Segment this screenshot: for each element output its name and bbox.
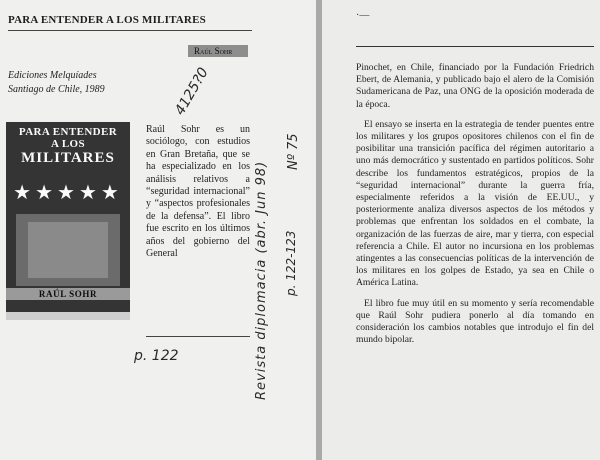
right-clipping bbox=[322, 0, 600, 460]
page-mark: ·— bbox=[356, 10, 370, 21]
handwritten-number: 4125?0 bbox=[172, 64, 212, 118]
author-bio-text: Raúl Sohr es un sociólogo, con estudios en Gran Bretaña, que se ha especializado en los análisis relativos a “seguridad internacional” y “aspectos profesionales de la defensa”. El libro fue escrito en los últimos años del gobierno del General bbox=[146, 124, 250, 260]
handwritten-journal-note: Revista diplomacia (abr. Jun 98) bbox=[254, 160, 269, 400]
author-label-box bbox=[188, 45, 248, 57]
handwritten-issue: Nº 75 bbox=[286, 133, 301, 170]
place-year: Santiago de Chile, 1989 bbox=[8, 84, 105, 95]
cover-band-inner bbox=[28, 222, 108, 278]
book-cover bbox=[6, 122, 130, 312]
cover-title-line2: A LOS bbox=[50, 138, 86, 150]
handwritten-page-bottom: p. 122 bbox=[134, 348, 179, 364]
cover-stars-icon: ★★★★★ bbox=[13, 182, 123, 204]
bottom-rule bbox=[146, 336, 250, 337]
handwritten-pages: p. 122-123 bbox=[284, 230, 298, 296]
right-top-rule bbox=[356, 46, 594, 47]
publisher: Ediciones Melquíades bbox=[8, 70, 97, 81]
cover-author: RAÚL SOHR bbox=[6, 288, 130, 300]
review-paragraph-3: El libro fue muy útil en su momento y sería recomendable que Raúl Sohr pudiera ponerlo al día tomando en consideración los cambios notables que introdujo el fin del mundo bipolar. bbox=[356, 297, 594, 346]
author-label: Raúl Sohr bbox=[194, 46, 233, 56]
review-paragraph-1: Pinochet, en Chile, financiado por la Fundación Friedrich Ebert, de Alemania, y publicado bajo el alero de la Comisión Sudamericana de Paz, una ONG de la oposición moderada de la época. bbox=[356, 62, 594, 110]
review-text bbox=[356, 62, 594, 354]
cover-title bbox=[6, 126, 130, 167]
cover-title-line3: MILITARES bbox=[21, 150, 115, 166]
title-rule bbox=[8, 30, 252, 31]
cover-title-line1: PARA ENTENDER bbox=[18, 126, 118, 138]
cover-shadow bbox=[6, 312, 130, 320]
review-paragraph-2: El ensayo se inserta en la estrategia de tender puentes entre los militares y los grupos opositores chilenos con el fin de posibilitar una transición pacífica del régimen autoritario a uno más democrático y sustentado en partidos políticos. Sohr describe los fundamentos estratégicos, propios de la “seguridad internacional” durante la guerra fría, especialmente referidos a la visión de EE.UU., y posteriormente analiza diversos aspectos de los métodos y problemas que enfrentan los soldados en el combate, la organización de las fuerzas de aire, mar y tierra, con especial referencia a Chile. El autor no incursiona en los problemas atingentes a las consecuencias políticas de la intervención de los militares en los golpes de Estado, ya sea en Chile o América Latina. bbox=[356, 118, 594, 289]
article-title: PARA ENTENDER A LOS MILITARES bbox=[8, 14, 206, 26]
